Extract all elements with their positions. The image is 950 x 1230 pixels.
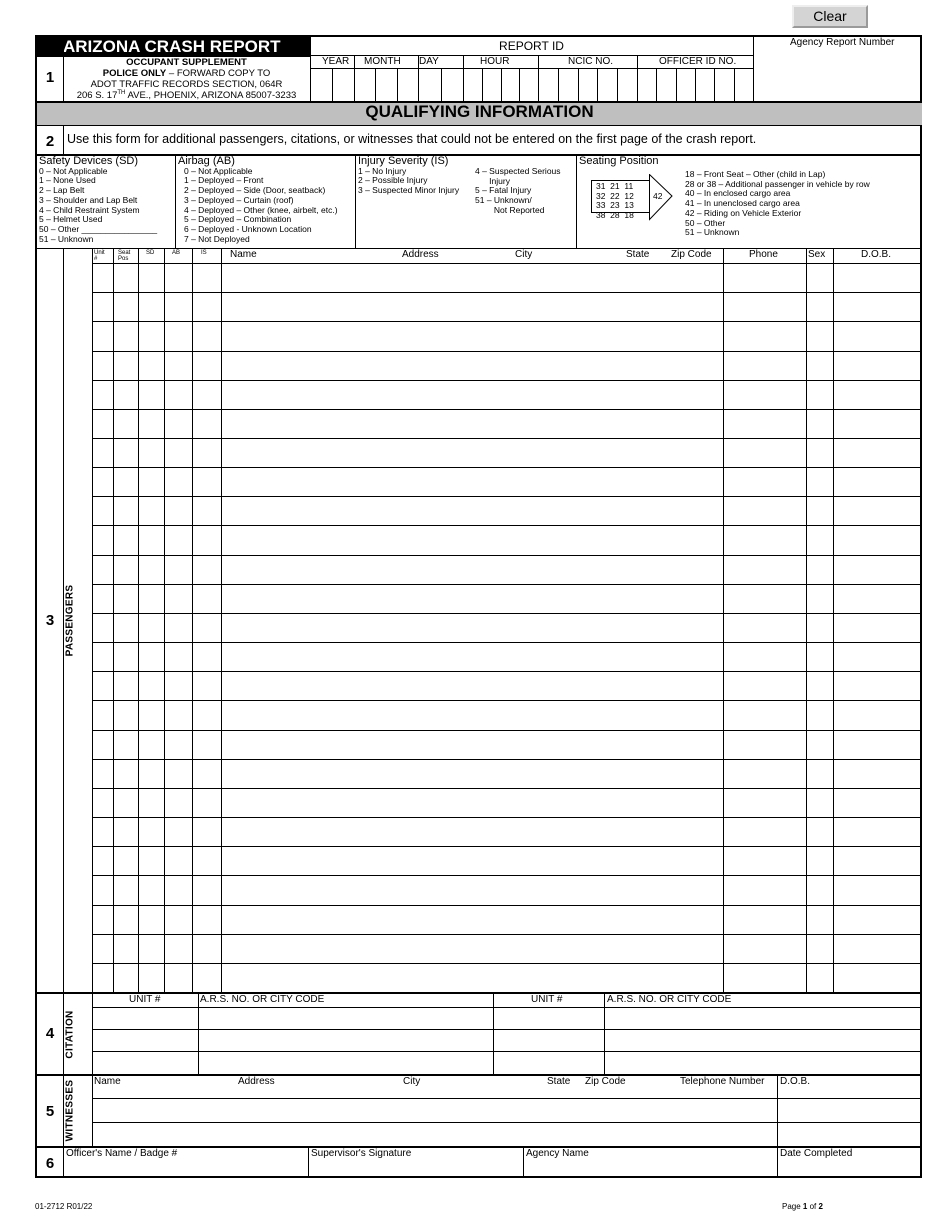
citation-ars-field-2[interactable] [605,1008,921,1029]
officer-id-box[interactable] [677,69,694,100]
injury-legend-col2: 4 – Suspected Serious Injury 5 – Fatal Injury 51 – Unknown/ Not Reported [475,166,561,215]
unit-header: Unit # [94,250,105,262]
address-header: Address [402,249,439,260]
citation-ars-2: A.R.S. NO. OR CITY CODE [607,994,732,1005]
clear-button[interactable]: Clear [792,5,868,28]
passenger-row[interactable] [93,672,921,699]
witness-2-field[interactable] [93,1123,776,1146]
citation-unit-field-2[interactable] [494,1008,603,1029]
witness-dob-header: D.O.B. [780,1076,811,1087]
witness-2-dob-field[interactable] [778,1123,921,1146]
agency-name-field[interactable] [524,1161,776,1178]
date-completed-field[interactable] [778,1161,921,1178]
passenger-row[interactable] [93,614,921,641]
ncic-box[interactable] [618,69,636,100]
month-box[interactable] [376,69,395,100]
officer-id-box[interactable] [657,69,674,100]
citation-unit-1: UNIT # [129,994,161,1005]
agency-name-label: Agency Name [526,1148,589,1159]
month-box[interactable] [398,69,417,100]
passenger-row[interactable] [93,818,921,845]
agency-report-number-label: Agency Report Number [790,37,895,48]
officer-id-label: OFFICER ID NO. [659,56,737,67]
city-header: City [515,249,533,260]
passenger-row[interactable] [93,585,921,612]
officer-id-box[interactable] [696,69,713,100]
zip-header: Zip Code [671,249,712,260]
police-only-line: POLICE ONLY – FORWARD COPY TO [102,68,271,79]
adot-address-1: ADOT TRAFFIC RECORDS SECTION, 064R [90,79,283,90]
instruction-text: Use this form for additional passengers, citations, or witnesses that could not be entered on the first page of the crash report. [67,132,757,146]
seating-42: 42 [653,191,663,201]
safety-devices-legend: Safety Devices (SD) 0 – Not Applicable 1 – None Used 2 – Lap Belt 3 – Shoulder and Lap Belt 4 – Child Restraint System 5 – Helmet Used 50 – Other ________________ 51 – Unknown [39,155,158,244]
hour-box[interactable] [483,69,500,100]
passenger-row[interactable] [93,293,921,320]
qualifying-title: QUALIFYING INFORMATION [365,102,594,121]
page-number: Page 1 of 2 [782,1202,823,1211]
passenger-row[interactable] [93,526,921,553]
officer-id-box[interactable] [638,69,655,100]
report-id-label: REPORT ID [499,39,564,53]
seat-pos-header: Seat Pos [118,250,131,262]
supervisor-signature-field[interactable] [309,1161,522,1178]
passenger-row[interactable] [93,789,921,816]
dob-header: D.O.B. [861,249,892,260]
supervisor-signature-label: Supervisor's Signature [311,1148,412,1159]
witness-name-header: Name [94,1076,121,1087]
ncic-box[interactable] [559,69,577,100]
citation-unit-field-1[interactable] [93,1008,197,1029]
witness-zip-header: Zip Code [585,1076,626,1087]
witness-1-field[interactable] [93,1099,776,1122]
year-label: YEAR [322,56,350,67]
passenger-row[interactable] [93,643,921,670]
ncic-box[interactable] [579,69,597,100]
passenger-row[interactable] [93,322,921,349]
seating-grid: 31 21 11 32 22 12 33 23 13 38 28 18 [596,181,634,221]
passenger-row[interactable] [93,410,921,437]
citation-ars-1: A.R.S. NO. OR CITY CODE [200,994,325,1005]
passenger-row[interactable] [93,556,921,583]
section-3-number: 3 [45,612,55,629]
witness-phone-header: Telephone Number [680,1076,765,1087]
section-4-number: 4 [45,1025,55,1042]
passenger-row[interactable] [93,701,921,728]
section-6-number: 6 [45,1155,55,1172]
passenger-row[interactable] [93,935,921,962]
is-header: IS [201,250,207,256]
ab-header: AB [172,250,181,256]
witness-1-dob-field[interactable] [778,1099,921,1122]
officer-id-box[interactable] [715,69,732,100]
section-1-number: 1 [45,69,55,86]
passenger-row[interactable] [93,731,921,758]
witness-address-header: Address [238,1076,275,1087]
ncic-box[interactable] [539,69,557,100]
ncic-label: NCIC NO. [568,56,613,67]
hour-box[interactable] [464,69,481,100]
passenger-row[interactable] [93,847,921,874]
hour-box[interactable] [502,69,519,100]
hour-box[interactable] [520,69,537,100]
phone-header: Phone [749,249,778,260]
witness-city-header: City [403,1076,421,1087]
officer-name-label: Officer's Name / Badge # [66,1148,178,1159]
passenger-row[interactable] [93,439,921,466]
form-id: 01-2712 R01/22 [35,1202,93,1211]
name-header: Name [230,249,257,260]
witnesses-label: WITNESSES [64,1079,76,1142]
citation-unit-2: UNIT # [531,994,563,1005]
seating-legend-title: Seating Position [579,155,659,167]
witness-state-header: State [547,1076,571,1087]
passenger-row[interactable] [93,760,921,787]
passenger-row[interactable] [93,352,921,379]
injury-legend: Injury Severity (IS) 1 – No Injury 2 – Possible Injury 3 – Suspected Minor Injury [358,155,460,196]
passenger-row[interactable] [93,906,921,933]
passenger-row[interactable] [93,468,921,495]
hour-label: HOUR [480,56,510,67]
section-5-number: 5 [45,1103,55,1120]
ncic-box[interactable] [598,69,616,100]
section-2-number: 2 [45,133,55,150]
officer-id-box[interactable] [735,69,752,100]
month-label: MONTH [364,56,401,67]
officer-name-field[interactable] [64,1161,307,1178]
passenger-row[interactable] [93,964,921,991]
state-header: State [626,249,650,260]
citation-label: CITATION [64,1010,76,1059]
year-box[interactable] [333,69,353,100]
airbag-legend: Airbag (AB) 0 – Not Applicable 1 – Deployed – Front 2 – Deployed – Side (Door, seatback) 3 – Deployed – Curtain (roof) 4 – Deployed – Other (knee, airbelt, etc.) 5 – Deployed – Combination 6 – Deployed - Unknown Location 7 – Not Deployed [178,155,338,244]
citation-ars-field-1[interactable] [199,1008,492,1029]
day-box[interactable] [419,69,440,100]
day-box[interactable] [442,69,463,100]
sex-header: Sex [808,249,826,260]
form-subtitle: OCCUPANT SUPPLEMENT [126,57,247,68]
passenger-row[interactable] [93,264,921,291]
passenger-row[interactable] [93,876,921,903]
sd-header: SD [146,250,155,256]
date-completed-label: Date Completed [780,1148,853,1159]
passenger-row[interactable] [93,381,921,408]
passenger-row[interactable] [93,497,921,524]
year-box[interactable] [311,69,331,100]
passengers-label: PASSENGERS [64,584,76,657]
day-label: DAY [419,56,439,67]
form-title: ARIZONA CRASH REPORT [63,37,281,56]
crash-report-form [35,35,922,1178]
seating-legend-items: 18 – Front Seat – Other (child in Lap) 28 or 38 – Additional passenger in vehicle by row 40 – In enclosed cargo area 41 – In unenclosed cargo area 42 – Riding on Vehicle Exterior 50 – Other 51 – Unknown [685,169,870,238]
month-box[interactable] [355,69,374,100]
adot-address-2: 206 S. 17TH AVE., PHOENIX, ARIZONA 85007-3233 [76,90,297,102]
